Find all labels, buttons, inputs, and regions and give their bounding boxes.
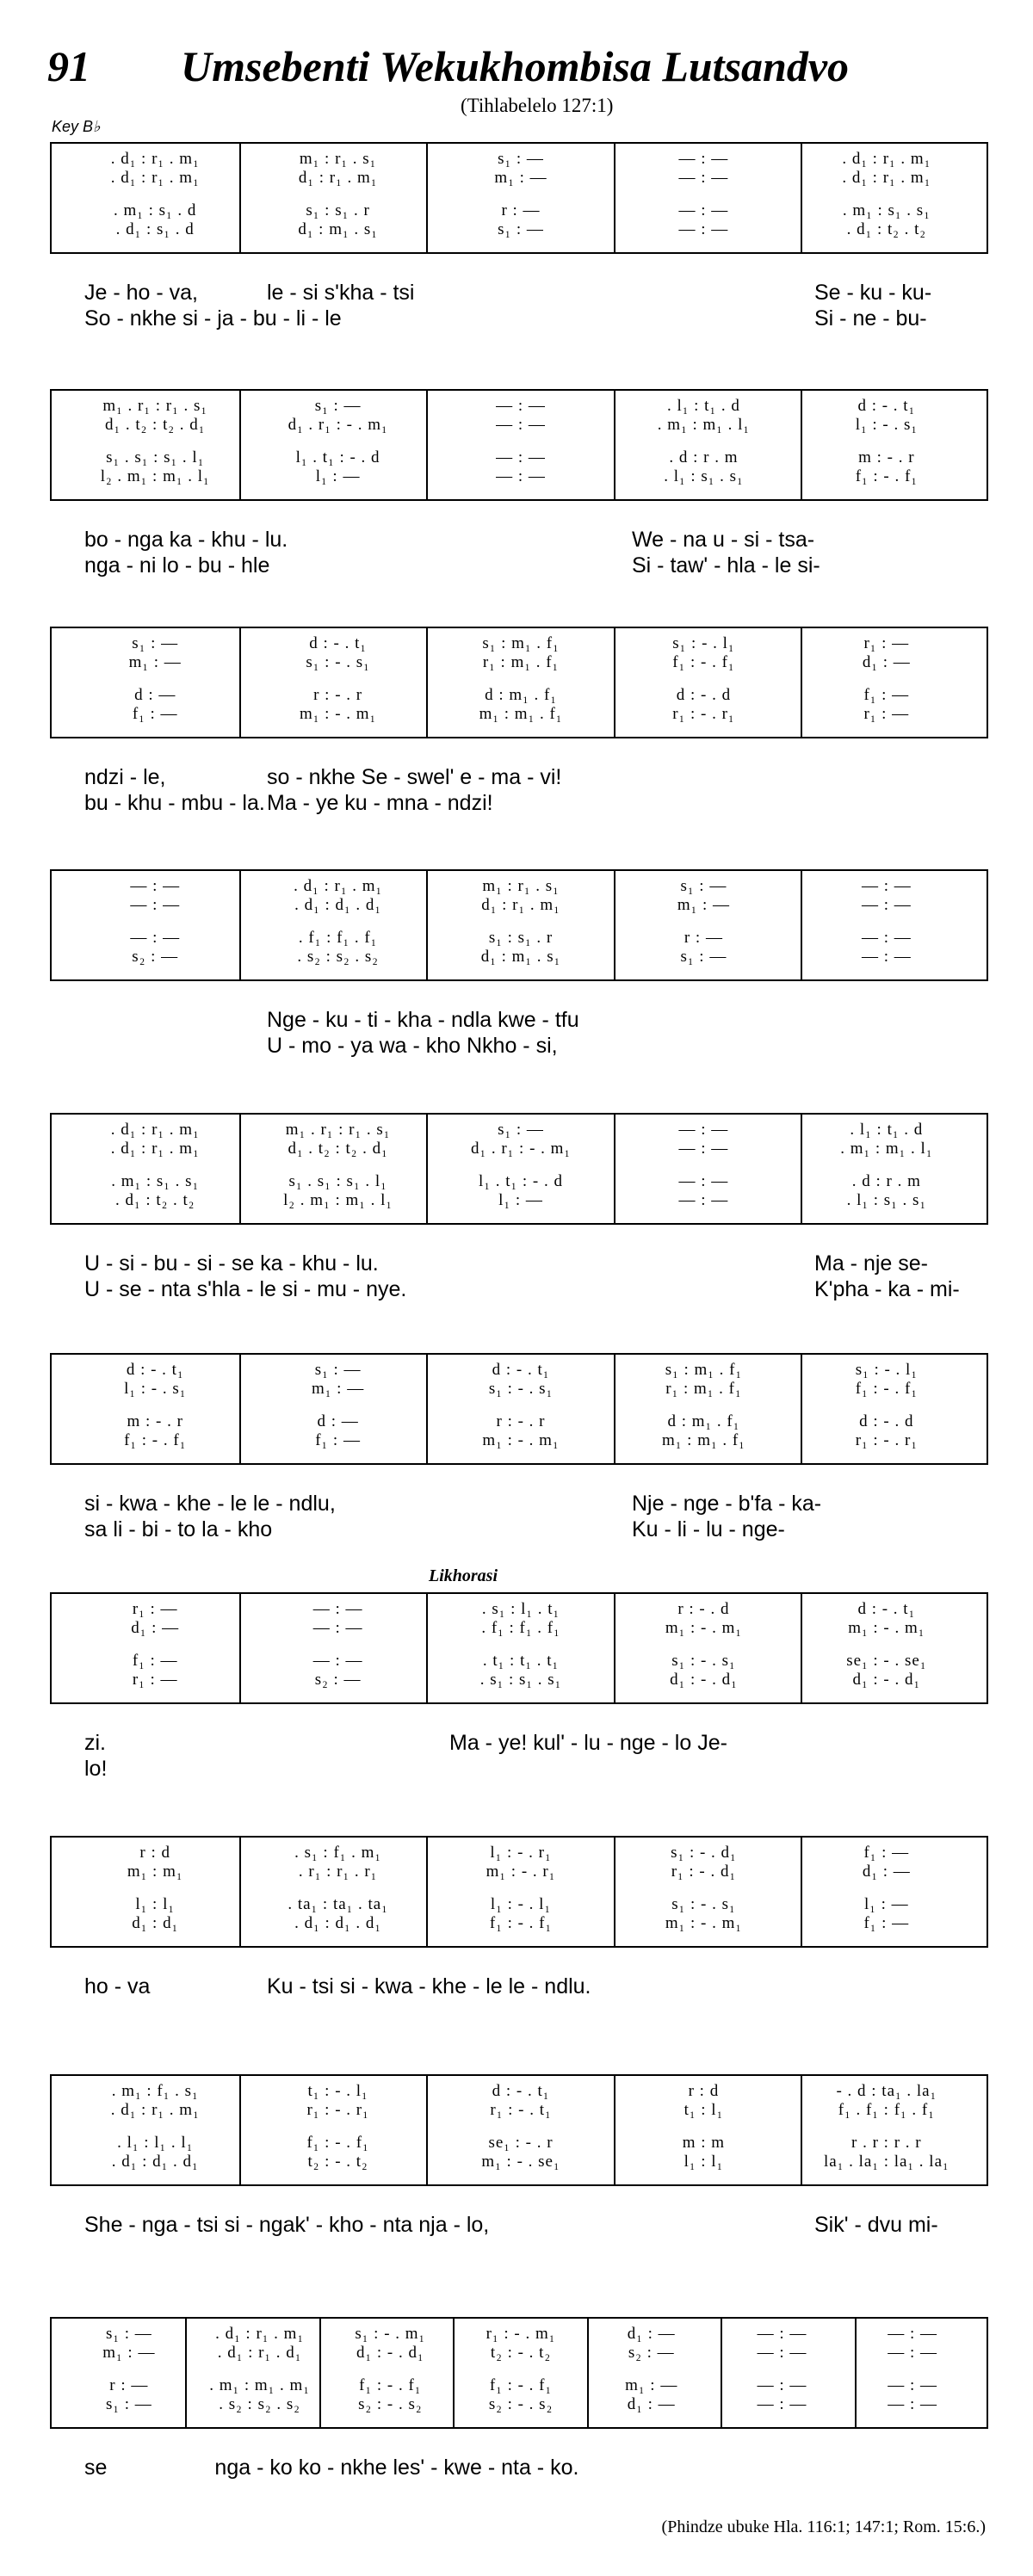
measure-notes: m : - . r bbox=[858, 448, 915, 466]
measure-notes: s₁ : - . s₁ bbox=[306, 653, 370, 671]
voice-line bbox=[64, 221, 978, 238]
lyric-text: ndzi - le, bbox=[84, 765, 166, 789]
measure-notes: — : — bbox=[678, 169, 729, 187]
measure-notes: — : — bbox=[678, 201, 729, 219]
lyric-text: so - nkhe Se - swel' e - ma - vi! bbox=[267, 765, 562, 789]
hymn-number: 91 bbox=[47, 42, 90, 90]
measure-notes: — : — bbox=[130, 877, 181, 895]
voice-line bbox=[64, 151, 978, 168]
measure-notes: d₁ : — bbox=[131, 1619, 180, 1637]
measure-notes: f₁ : - . f₁ bbox=[489, 1914, 553, 1932]
measure-notes: — : — bbox=[678, 1121, 729, 1139]
measure-notes: . d : r . m bbox=[851, 1172, 921, 1190]
voice-line bbox=[64, 1844, 978, 1862]
measure-notes: d₁ : — bbox=[862, 1863, 911, 1881]
measure-notes: . d₁ : r₁ . m₁ bbox=[215, 2325, 305, 2343]
measure-notes: s₁ : s₁ . r bbox=[488, 929, 554, 947]
measure-notes: — : — bbox=[312, 1652, 363, 1670]
measure-notes: f₁ : - . f₁ bbox=[855, 467, 918, 485]
measure-notes: r₁ : - . r₁ bbox=[672, 705, 735, 723]
measure-notes: t₂ : - . t₂ bbox=[307, 2153, 368, 2171]
measure-notes: . m₁ : f₁ . s₁ bbox=[111, 2082, 199, 2100]
measure-notes: s₁ : — bbox=[105, 2395, 152, 2413]
measure-notes: . r₁ : r₁ . r₁ bbox=[298, 1863, 378, 1881]
voice-line bbox=[64, 417, 978, 434]
measure-notes: — : — bbox=[888, 2395, 938, 2413]
measure-notes: s₁ : m₁ . f₁ bbox=[482, 634, 560, 652]
lyric-text: Nje - nge - b'fa - ka- bbox=[632, 1492, 822, 1516]
lyric-text: Se - ku - ku- bbox=[814, 281, 932, 305]
measure-notes: d₁ : — bbox=[627, 2325, 676, 2343]
lyric-text: Ma - nje se- bbox=[814, 1251, 928, 1276]
measure-notes: d₁ : - . d₁ bbox=[670, 1671, 738, 1689]
measure-notes: — : — bbox=[861, 877, 912, 895]
measure-notes: d : — bbox=[134, 686, 176, 704]
measure-notes: f₁ : — bbox=[132, 705, 178, 723]
measure-notes: — : — bbox=[861, 948, 912, 966]
measure-notes: . l₁ : s₁ . s₁ bbox=[664, 467, 744, 485]
measure-notes: l₁ : - . s₁ bbox=[124, 1380, 187, 1398]
measure-notes: . d₁ : r₁ . m₁ bbox=[842, 169, 931, 187]
solfa-staff bbox=[50, 1113, 988, 1225]
measure-notes: . s₂ : s₂ . s₂ bbox=[297, 948, 379, 966]
measure-notes: m₁ : - . se₁ bbox=[481, 2153, 560, 2171]
measure-notes: s₂ : — bbox=[628, 2344, 675, 2362]
measure-notes: l₁ . t₁ : - . d bbox=[295, 448, 380, 466]
measure-notes: d : - . t₁ bbox=[492, 1361, 550, 1379]
measure-notes: s₂ : - . s₂ bbox=[358, 2395, 423, 2413]
voice-line bbox=[64, 170, 978, 187]
measure-notes: — : — bbox=[888, 2325, 938, 2343]
measure-notes: r₁ : - . r₁ bbox=[855, 1431, 918, 1449]
measure-notes: . m₁ : s₁ . s₁ bbox=[111, 1172, 200, 1190]
voice-line bbox=[64, 2083, 978, 2100]
voice-line bbox=[64, 654, 978, 671]
lyric-text: U - mo - ya wa - kho Nkho - si, bbox=[267, 1034, 558, 1058]
solfa-staff bbox=[50, 1353, 988, 1465]
measure-notes: t₂ : - . t₂ bbox=[490, 2344, 552, 2362]
measure-notes: — : — bbox=[130, 929, 181, 947]
measure-notes: — : — bbox=[678, 1172, 729, 1190]
measure-notes: m₁ : — bbox=[312, 1380, 365, 1398]
measure-notes: f₁ : — bbox=[132, 1652, 178, 1670]
measure-notes: m : - . r bbox=[127, 1412, 183, 1430]
measure-notes: l₁ : l₁ bbox=[684, 2153, 724, 2171]
measure-notes: r : — bbox=[109, 2376, 149, 2394]
solfa-staff bbox=[50, 1592, 988, 1704]
measure-notes: d₁ : r₁ . m₁ bbox=[481, 896, 560, 914]
measure-notes: r : d bbox=[688, 2082, 720, 2100]
measure-notes: . d₁ : r₁ . d₁ bbox=[217, 2344, 302, 2362]
voice-line bbox=[64, 1896, 978, 1913]
measure-notes: — : — bbox=[312, 1619, 363, 1637]
measure-notes: s₁ : - . s₁ bbox=[671, 1895, 736, 1913]
measure-notes: d₁ : - . d₁ bbox=[852, 1671, 921, 1689]
measure-notes: . d₁ : r₁ . m₁ bbox=[842, 150, 931, 168]
solfa-staff bbox=[50, 2074, 988, 2186]
measure-notes: t₁ : l₁ bbox=[684, 2101, 724, 2119]
measure-notes: m₁ : — bbox=[677, 896, 731, 914]
measure-notes: r : - . d bbox=[677, 1600, 730, 1618]
lyric-text: se bbox=[84, 2456, 108, 2480]
measure-notes: d : - . t₁ bbox=[492, 2082, 550, 2100]
voice-line bbox=[64, 2344, 978, 2362]
measure-notes: r₁ : m₁ . f₁ bbox=[482, 653, 560, 671]
measure-notes: f₁ : - . f₁ bbox=[672, 653, 735, 671]
lyric-text: nga - ko ko - nkhe les' - kwe - nta - ko. bbox=[214, 2456, 579, 2480]
voice-line bbox=[64, 202, 978, 219]
measure-notes: s₁ : - . l₁ bbox=[672, 634, 735, 652]
measure-notes: . d₁ : r₁ . m₁ bbox=[110, 2101, 200, 2119]
measure-notes: . f₁ : f₁ . f₁ bbox=[298, 929, 378, 947]
lyric-text: Si - ne - bu- bbox=[814, 306, 927, 330]
voice-line bbox=[64, 1173, 978, 1190]
measure-notes: r₁ : - . m₁ bbox=[486, 2325, 556, 2343]
measure-notes: m₁ : r₁ . s₁ bbox=[482, 877, 560, 895]
measure-notes: s₁ : s₁ . r bbox=[306, 201, 370, 219]
measure-notes: f₁ . f₁ : f₁ . f₁ bbox=[838, 2101, 935, 2119]
measure-notes: . f₁ : f₁ . f₁ bbox=[481, 1619, 560, 1637]
measure-notes: l₁ : - . l₁ bbox=[490, 1895, 552, 1913]
measure-notes: d : m₁ . f₁ bbox=[667, 1412, 740, 1430]
measure-notes: . s₁ : f₁ . m₁ bbox=[294, 1844, 382, 1862]
measure-notes: m₁ : - . m₁ bbox=[482, 1431, 560, 1449]
measure-notes: . d : r . m bbox=[669, 448, 739, 466]
measure-notes: — : — bbox=[888, 2376, 938, 2394]
measure-notes: . m₁ : s₁ . d bbox=[113, 201, 197, 219]
lyric-text: We - na u - si - tsa- bbox=[632, 528, 815, 552]
measure-notes: . s₁ : s₁ . s₁ bbox=[479, 1671, 562, 1689]
measure-notes: — : — bbox=[757, 2376, 807, 2394]
measure-notes: l₁ : - . s₁ bbox=[855, 416, 918, 434]
voice-line bbox=[64, 1620, 978, 1637]
measure-notes: — : — bbox=[496, 397, 546, 415]
voice-line bbox=[64, 398, 978, 415]
measure-notes: m₁ : - . m₁ bbox=[665, 1619, 742, 1637]
measure-notes: m₁ : m₁ . f₁ bbox=[479, 705, 563, 723]
lyric-text: Ku - li - lu - nge- bbox=[632, 1517, 785, 1541]
measure-notes: d : - . t₁ bbox=[857, 1600, 916, 1618]
measure-notes: l₁ : — bbox=[863, 1895, 909, 1913]
measure-notes: . d₁ : r₁ . m₁ bbox=[110, 1140, 200, 1158]
measure-notes: s₁ : - . l₁ bbox=[855, 1361, 918, 1379]
measure-notes: d : m₁ . f₁ bbox=[485, 686, 557, 704]
voice-line bbox=[64, 1432, 978, 1449]
solfa-staff bbox=[50, 389, 988, 501]
voice-line bbox=[64, 897, 978, 914]
measure-notes: d : - . d bbox=[859, 1412, 914, 1430]
measure-notes: r : - . r bbox=[313, 686, 363, 704]
measure-notes: — : — bbox=[130, 896, 181, 914]
lyric-text: She - nga - tsi si - ngak' - kho - nta nja - lo, bbox=[84, 2213, 490, 2237]
measure-notes: f₁ : — bbox=[863, 1914, 910, 1932]
solfa-staff bbox=[50, 142, 988, 254]
measure-notes: f₁ : - . f₁ bbox=[855, 1380, 918, 1398]
measure-notes: m₁ : — bbox=[102, 2344, 156, 2362]
measure-notes: s₁ : — bbox=[498, 150, 544, 168]
measure-notes: d₁ . t₂ : t₂ . d₁ bbox=[105, 416, 206, 434]
measure-notes: d₁ : — bbox=[862, 653, 911, 671]
lyric-text: Nge - ku - ti - kha - ndla kwe - tfu bbox=[267, 1008, 579, 1032]
lyric-text: Ma - ye! kul' - lu - nge - lo Je- bbox=[449, 1731, 727, 1755]
measure-notes: — : — bbox=[861, 929, 912, 947]
measure-notes: s₁ : — bbox=[314, 1361, 362, 1379]
measure-notes: f₁ : — bbox=[863, 686, 910, 704]
lyric-text: lo! bbox=[84, 1757, 108, 1781]
voice-line bbox=[64, 1915, 978, 1932]
measure-notes: s₁ : - . m₁ bbox=[355, 2325, 426, 2343]
footer-reference: (Phindze ubuke Hla. 116:1; 147:1; Rom. 15:6.) bbox=[661, 2517, 986, 2536]
voice-line bbox=[64, 687, 978, 704]
measure-notes: r : — bbox=[684, 929, 723, 947]
measure-notes: s₁ : - . d₁ bbox=[671, 1844, 737, 1862]
measure-notes: l₁ . t₁ : - . d bbox=[479, 1172, 563, 1190]
measure-notes: d : - . t₁ bbox=[126, 1361, 184, 1379]
measure-notes: . d₁ : d₁ . d₁ bbox=[111, 2153, 199, 2171]
measure-notes: s₁ . s₁ : s₁ . l₁ bbox=[106, 448, 205, 466]
measure-notes: — : — bbox=[757, 2325, 807, 2343]
voice-line bbox=[64, 1601, 978, 1618]
measure-notes: t₁ : - . l₁ bbox=[307, 2082, 368, 2100]
measure-notes: s₁ : — bbox=[132, 634, 179, 652]
measure-notes: . d₁ : t₂ . t₂ bbox=[114, 1191, 195, 1209]
measure-notes: se₁ : - . r bbox=[488, 2134, 554, 2152]
measure-notes: r : d bbox=[139, 1844, 170, 1862]
measure-notes: r : - . r bbox=[496, 1412, 546, 1430]
measure-notes: s₁ : - . s₁ bbox=[671, 1652, 736, 1670]
measure-notes: — : — bbox=[888, 2344, 938, 2362]
measure-notes: . m₁ : m₁ . m₁ bbox=[209, 2376, 310, 2394]
hymn-title: Umsebenti Wekukhombisa Lutsandvo bbox=[181, 42, 850, 90]
solfa-staff bbox=[50, 869, 988, 981]
lyric-text: si - kwa - khe - le le - ndlu, bbox=[84, 1492, 336, 1516]
measure-notes: m₁ : - . m₁ bbox=[848, 1619, 925, 1637]
measure-notes: — : — bbox=[678, 150, 729, 168]
measure-notes: m₁ : — bbox=[128, 653, 182, 671]
measure-notes: d₁ : — bbox=[627, 2395, 676, 2413]
measure-notes: . t₁ : t₁ . t₁ bbox=[482, 1652, 560, 1670]
lyric-text: K'pha - ka - mi- bbox=[814, 1277, 960, 1301]
measure-notes: s₁ : — bbox=[498, 1121, 544, 1139]
measure-notes: s₂ : — bbox=[314, 1671, 362, 1689]
measure-notes: m₁ : — bbox=[625, 2376, 678, 2394]
measure-notes: s₂ : - . s₂ bbox=[488, 2395, 554, 2413]
voice-line bbox=[64, 2396, 978, 2413]
measure-notes: — : — bbox=[496, 416, 546, 434]
measure-notes: s₁ : — bbox=[680, 948, 727, 966]
voice-line bbox=[64, 930, 978, 947]
measure-notes: m₁ : - . m₁ bbox=[300, 705, 377, 723]
measure-notes: . d₁ : d₁ . d₁ bbox=[294, 1914, 382, 1932]
solfa-staff bbox=[50, 1836, 988, 1948]
voice-line bbox=[64, 2326, 978, 2343]
measure-notes: l₂ . m₁ : m₁ . l₁ bbox=[100, 467, 210, 485]
measure-notes: . d₁ : r₁ . m₁ bbox=[110, 150, 200, 168]
lyric-text: Si - taw' - hla - le si- bbox=[632, 553, 820, 578]
measure-notes: d : - . t₁ bbox=[309, 634, 367, 652]
measure-notes: f₁ : - . f₁ bbox=[124, 1431, 187, 1449]
measure-notes: r₁ : - . r₁ bbox=[306, 2101, 369, 2119]
measure-notes: d : - . d bbox=[676, 686, 732, 704]
measure-notes: l₁ : — bbox=[498, 1191, 543, 1209]
voice-line bbox=[64, 2102, 978, 2119]
measure-notes: s₁ : — bbox=[314, 397, 362, 415]
lyric-text: So - nkhe si - ja - bu - li - le bbox=[84, 306, 342, 330]
measure-notes: . d₁ : d₁ . d₁ bbox=[294, 896, 382, 914]
measure-notes: l₂ . m₁ : m₁ . l₁ bbox=[283, 1191, 393, 1209]
measure-notes: f₁ : — bbox=[315, 1431, 361, 1449]
measure-notes: l₁ : — bbox=[315, 467, 361, 485]
voice-line bbox=[64, 1413, 978, 1430]
lyric-text: le - si s'kha - tsi bbox=[267, 281, 415, 305]
measure-notes: — : — bbox=[312, 1600, 363, 1618]
measure-notes: — : — bbox=[678, 1140, 729, 1158]
measure-notes: m₁ . r₁ : r₁ . s₁ bbox=[285, 1121, 391, 1139]
voice-line bbox=[64, 1121, 978, 1139]
lyric-text: bu - khu - mbu - la. bbox=[84, 791, 265, 815]
measure-notes: s₁ : — bbox=[498, 220, 544, 238]
measure-notes: . l₁ : t₁ . d bbox=[667, 397, 740, 415]
measure-notes: d₁ . r₁ : - . m₁ bbox=[470, 1140, 572, 1158]
voice-line bbox=[64, 449, 978, 466]
voice-line bbox=[64, 635, 978, 652]
measure-notes: . m₁ : m₁ . l₁ bbox=[657, 416, 751, 434]
measure-notes: m₁ . r₁ : r₁ . s₁ bbox=[102, 397, 207, 415]
lyric-text: sa li - bi - to la - kho bbox=[84, 1517, 273, 1541]
measure-notes: m₁ : - . r₁ bbox=[486, 1863, 556, 1881]
voice-line bbox=[64, 1192, 978, 1209]
lyric-text: Sik' - dvu mi- bbox=[814, 2213, 938, 2237]
measure-notes: m₁ : m₁ bbox=[127, 1863, 183, 1881]
voice-line bbox=[64, 1381, 978, 1398]
measure-notes: m₁ : m₁ . f₁ bbox=[662, 1431, 745, 1449]
measure-notes: s₁ : — bbox=[680, 877, 727, 895]
measure-notes: . l₁ : l₁ . l₁ bbox=[117, 2134, 194, 2152]
measure-notes: r₁ : — bbox=[132, 1600, 178, 1618]
measure-notes: . l₁ : t₁ . d bbox=[850, 1121, 924, 1139]
hymn-header bbox=[47, 34, 994, 116]
lyric-text: Je - ho - va, bbox=[84, 281, 198, 305]
measure-notes: — : — bbox=[757, 2395, 807, 2413]
measure-notes: d₁ : r₁ . m₁ bbox=[298, 169, 378, 187]
lyric-text: ho - va bbox=[84, 1974, 151, 1998]
voice-line bbox=[64, 948, 978, 966]
measure-notes: d₁ : m₁ . s₁ bbox=[480, 948, 561, 966]
measure-notes: f₁ : — bbox=[863, 1844, 910, 1862]
measure-notes: d₁ : - . d₁ bbox=[356, 2344, 424, 2362]
measure-notes: — : — bbox=[757, 2344, 807, 2362]
measure-notes: — : — bbox=[496, 467, 546, 485]
measure-notes: f₁ : - . f₁ bbox=[489, 2376, 553, 2394]
measure-notes: m : m bbox=[682, 2134, 726, 2152]
measure-notes: r : — bbox=[501, 201, 541, 219]
measure-notes: se₁ : - . se₁ bbox=[846, 1652, 927, 1670]
voice-line bbox=[64, 1362, 978, 1379]
lyric-text: U - si - bu - si - se ka - khu - lu. bbox=[84, 1251, 379, 1276]
lyric-text: U - se - nta s'hla - le si - mu - nye. bbox=[84, 1277, 407, 1301]
measure-notes: l₁ : l₁ bbox=[135, 1895, 175, 1913]
voice-line bbox=[64, 2153, 978, 2171]
measure-notes: d₁ . r₁ : - . m₁ bbox=[288, 416, 388, 434]
measure-notes: m₁ : — bbox=[494, 169, 547, 187]
measure-notes: r₁ : - . d₁ bbox=[671, 1863, 737, 1881]
voice-line bbox=[64, 1671, 978, 1689]
voice-line bbox=[64, 1863, 978, 1881]
key-signature: Key B♭ bbox=[52, 118, 101, 135]
measure-notes: r₁ : m₁ . f₁ bbox=[665, 1380, 742, 1398]
measure-notes: . ta₁ : ta₁ . ta₁ bbox=[288, 1895, 388, 1913]
measure-notes: r₁ : — bbox=[132, 1671, 178, 1689]
measure-notes: . d₁ : r₁ . m₁ bbox=[110, 169, 200, 187]
voice-line bbox=[64, 878, 978, 895]
measure-notes: d₁ . t₂ : t₂ . d₁ bbox=[288, 1140, 388, 1158]
measure-notes: r₁ : — bbox=[863, 705, 910, 723]
measure-notes: d₁ : m₁ . s₁ bbox=[298, 220, 378, 238]
measure-notes: . s₂ : s₂ . s₂ bbox=[219, 2395, 300, 2413]
lyric-text: Ku - tsi si - kwa - khe - le le - ndlu. bbox=[267, 1974, 591, 1998]
measure-notes: s₁ . s₁ : s₁ . l₁ bbox=[288, 1172, 387, 1190]
lyric-text: nga - ni lo - bu - hle bbox=[84, 553, 270, 578]
measure-notes: d₁ : d₁ bbox=[132, 1914, 179, 1932]
measure-notes: f₁ : - . f₁ bbox=[306, 2134, 369, 2152]
voice-line bbox=[64, 1652, 978, 1670]
voice-line bbox=[64, 468, 978, 485]
lyric-text: zi. bbox=[84, 1731, 106, 1755]
measure-notes: - . d : ta₁ . la₁ bbox=[836, 2082, 937, 2100]
measure-notes: r . r : r . r bbox=[851, 2134, 922, 2152]
measure-notes: f₁ : - . f₁ bbox=[359, 2376, 422, 2394]
measure-notes: . m₁ : s₁ . s₁ bbox=[842, 201, 931, 219]
measure-notes: s₁ : — bbox=[105, 2325, 152, 2343]
measure-notes: . d₁ : r₁ . m₁ bbox=[110, 1121, 200, 1139]
measure-notes: d : — bbox=[317, 1412, 359, 1430]
hymn-subtitle: (Tihlabelelo 127:1) bbox=[461, 95, 614, 116]
measure-notes: r₁ : — bbox=[863, 634, 910, 652]
measure-notes: l₁ : - . r₁ bbox=[490, 1844, 552, 1862]
measure-notes: m₁ : - . m₁ bbox=[665, 1914, 742, 1932]
measure-notes: s₁ : - . s₁ bbox=[488, 1380, 554, 1398]
measure-notes: . s₁ : l₁ . t₁ bbox=[481, 1600, 560, 1618]
voice-line bbox=[64, 2377, 978, 2394]
lyric-text: bo - nga ka - khu - lu. bbox=[84, 528, 288, 552]
lyric-text: Ma - ye ku - mna - ndzi! bbox=[267, 791, 493, 815]
measure-notes: s₁ : m₁ . f₁ bbox=[665, 1361, 743, 1379]
measure-notes: la₁ . la₁ : la₁ . la₁ bbox=[824, 2153, 949, 2171]
measure-notes: — : — bbox=[496, 448, 546, 466]
measure-notes: — : — bbox=[861, 896, 912, 914]
solfa-staff bbox=[50, 2317, 988, 2429]
measure-notes: — : — bbox=[678, 1191, 729, 1209]
voice-line bbox=[64, 706, 978, 723]
measure-notes: s₂ : — bbox=[132, 948, 179, 966]
measure-notes: m₁ : r₁ . s₁ bbox=[299, 150, 377, 168]
measure-notes: r₁ : - . t₁ bbox=[490, 2101, 552, 2119]
voice-line bbox=[64, 1140, 978, 1158]
measure-notes: . d₁ : s₁ . d bbox=[115, 220, 195, 238]
measure-notes: d : - . t₁ bbox=[857, 397, 916, 415]
measure-notes: . d₁ : r₁ . m₁ bbox=[294, 877, 383, 895]
measure-notes: . d₁ : t₂ . t₂ bbox=[846, 220, 927, 238]
measure-notes: — : — bbox=[678, 220, 729, 238]
solfa-staff bbox=[50, 627, 988, 738]
voice-line bbox=[64, 2134, 978, 2152]
measure-notes: . l₁ : s₁ . s₁ bbox=[846, 1191, 927, 1209]
section-mark: Likhorasi bbox=[429, 1566, 498, 1585]
measure-notes: . m₁ : m₁ . l₁ bbox=[840, 1140, 933, 1158]
